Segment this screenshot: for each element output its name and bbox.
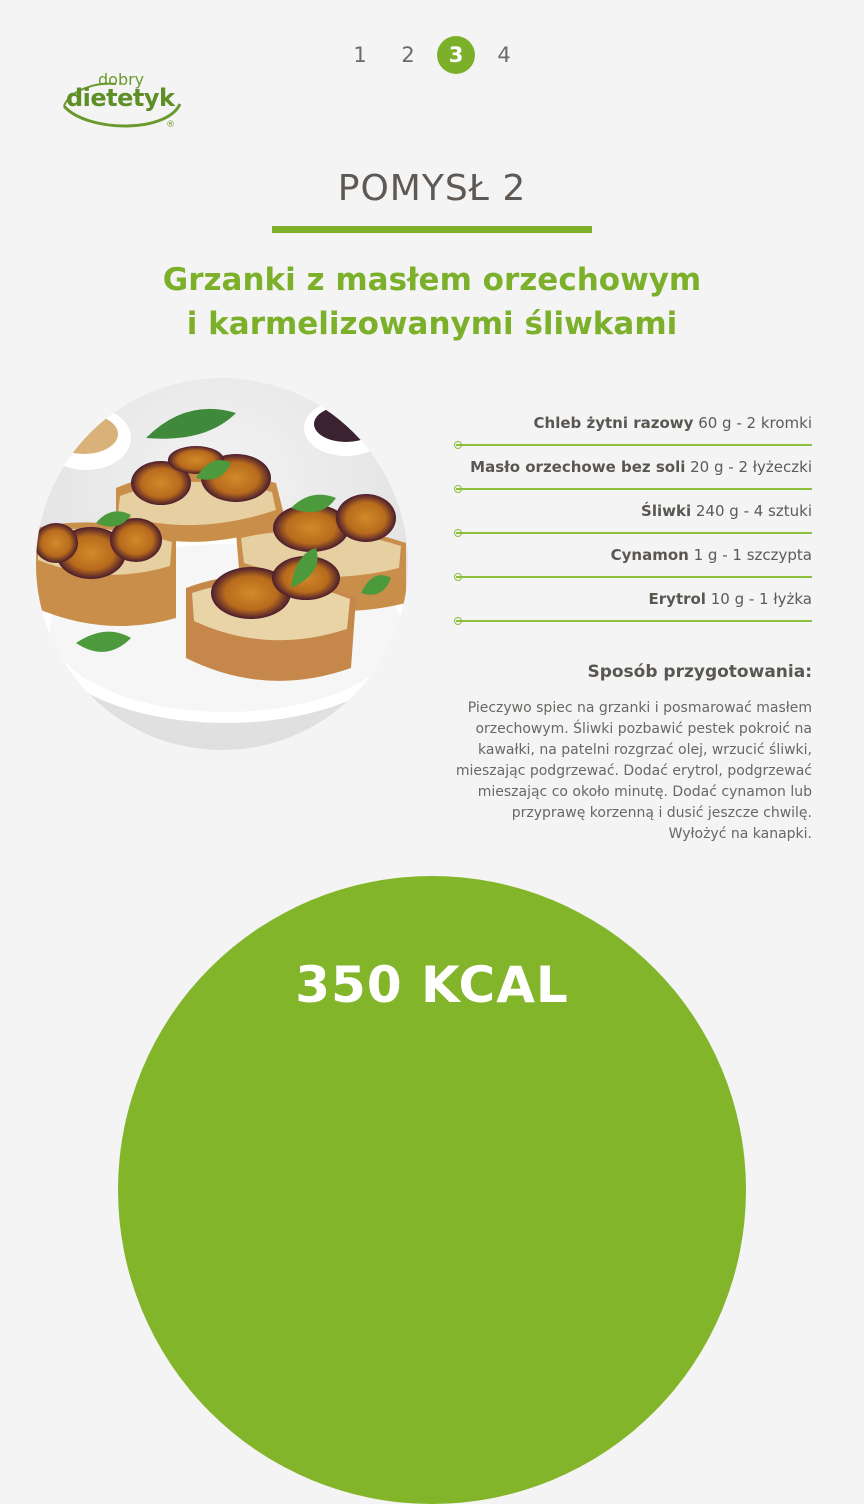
preparation-line: mieszając podgrzewać. Dodać erytrol, podgrzewać (455, 763, 812, 779)
recipe-title-line-1: Grzanki z masłem orzechowym (162, 262, 702, 298)
ingredient-name: Chleb żytni razowy (533, 414, 694, 432)
preparation-line: mieszając co około minutę. Dodać cynamon lub (477, 784, 812, 800)
preparation-line: Wyłożyć na kanapki. (668, 826, 812, 842)
pagination (0, 36, 864, 74)
preparation-line: kawałki, na patelni rozgrzać olej, wrzucić śliwki, (478, 742, 812, 758)
ingredient-name: Erytrol (648, 590, 706, 608)
preparation-text (420, 698, 812, 845)
toast-with-plums-illustration (36, 378, 408, 750)
kcal-value: 350 KCAL (295, 956, 569, 1014)
ingredient-divider (456, 488, 812, 490)
ingredient-divider (456, 620, 812, 622)
ingredient-amount: 10 g - 1 łyżka (710, 590, 812, 608)
ingredient-divider (456, 532, 812, 534)
ingredient-row (456, 546, 812, 564)
ingredient-amount: 60 g - 2 kromki (698, 414, 812, 432)
ingredient-name: Masło orzechowe bez soli (470, 458, 686, 476)
logo-text-main: dietetyk (66, 84, 175, 112)
ingredient-amount: 1 g - 1 szczypta (693, 546, 812, 564)
ingredient-amount: 20 g - 2 łyżeczki (690, 458, 812, 476)
preparation-line: orzechowym. Śliwki pozbawić pestek pokroić na (475, 721, 812, 737)
recipe-photo (36, 378, 408, 750)
ingredient-row (456, 590, 812, 608)
page-2-button[interactable]: 2 (401, 43, 415, 67)
page-heading: POMYSŁ 2 (337, 168, 527, 209)
ingredient-divider (456, 576, 812, 578)
logo-text-top: dobry (98, 70, 145, 89)
preparation-line: przyprawę korzenną i dusić jeszcze chwilę. (511, 805, 812, 821)
ingredient-divider (456, 444, 812, 446)
ingredient-row (456, 502, 812, 520)
logo (56, 70, 186, 134)
page-4-button[interactable]: 4 (497, 43, 511, 67)
recipe-title (0, 258, 864, 346)
heading-divider (272, 226, 592, 233)
preparation-line: Pieczywo spiec na grzanki i posmarować masłem (467, 700, 812, 716)
ingredient-row (456, 458, 812, 476)
ingredient-name: Śliwki (641, 502, 692, 520)
ingredient-row (456, 414, 812, 432)
recipe-title-line-2: i karmelizowanymi śliwkami (186, 306, 678, 342)
page-1-button[interactable]: 1 (353, 43, 367, 67)
preparation-title: Sposób przygotowania: (587, 662, 812, 682)
ingredient-amount: 240 g - 4 sztuki (695, 502, 812, 520)
logo-registered-mark: ® (166, 120, 175, 130)
ingredient-name: Cynamon (610, 546, 689, 564)
page-3-button-active[interactable]: 3 (437, 36, 475, 74)
